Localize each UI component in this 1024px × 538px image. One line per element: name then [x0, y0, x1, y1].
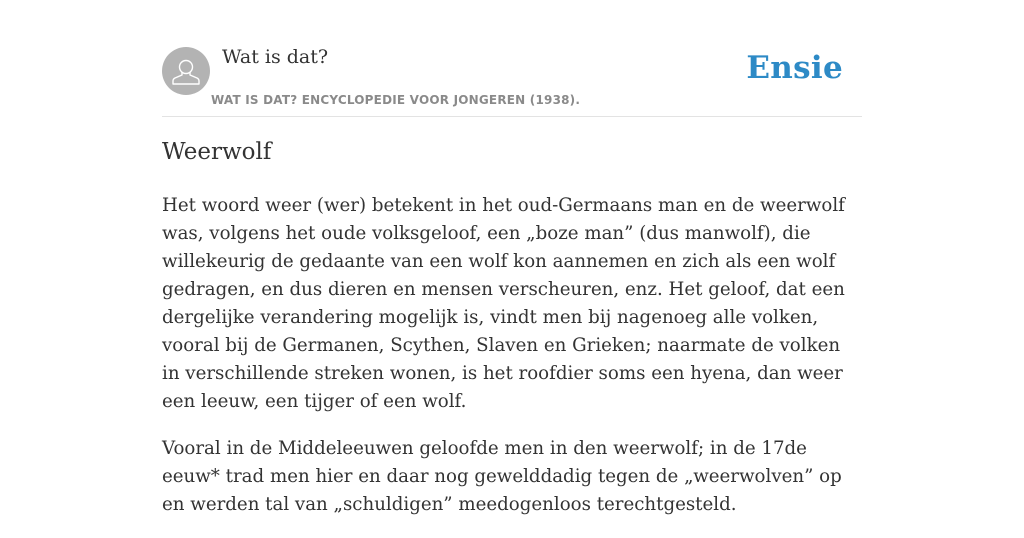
- source-avatar[interactable]: [162, 47, 210, 95]
- page: [162, 0, 862, 515]
- entry-title: Weerwolf: [162, 139, 272, 165]
- user-silhouette-icon: [162, 47, 210, 95]
- entry-paragraph: Vooral in de Middeleeuwen geloofde men in den weerwolf; in de 17de eeuw* trad men hier en daar nog gewelddadig tegen de „weerwolven” op en werden tal van „schuldigen” meedogenloos terechtgesteld.: [162, 438, 842, 515]
- entry-body: [162, 192, 862, 538]
- entry-paragraph: Het woord weer (wer) betekent in het oud-Germaans man en de weerwolf was, volgens het oude volksgeloof, een „boze man” (dus manwolf), die willekeurig de gedaante van een wolf kon aannemen en zich als een wolf gedragen, en dus dieren en mensen verscheuren, enz. Het geloof, dat een dergelijke verandering mogelijk is, vindt men bij nagenoeg alle volken, vooral bij de Germanen, Scythen, Slaven en Grieken; naarmate de volken in verschillende streken wonen, is het roofdier soms een hyena, dan weer een leeuw, een tijger of een wolf.: [162, 195, 845, 412]
- source-header: [162, 0, 862, 117]
- source-subtitle[interactable]: WAT IS DAT? ENCYCLOPEDIE VOOR JONGEREN (1938).: [211, 93, 581, 107]
- source-title[interactable]: Wat is dat?: [222, 46, 329, 68]
- brand-logo[interactable]: Ensie: [746, 50, 843, 86]
